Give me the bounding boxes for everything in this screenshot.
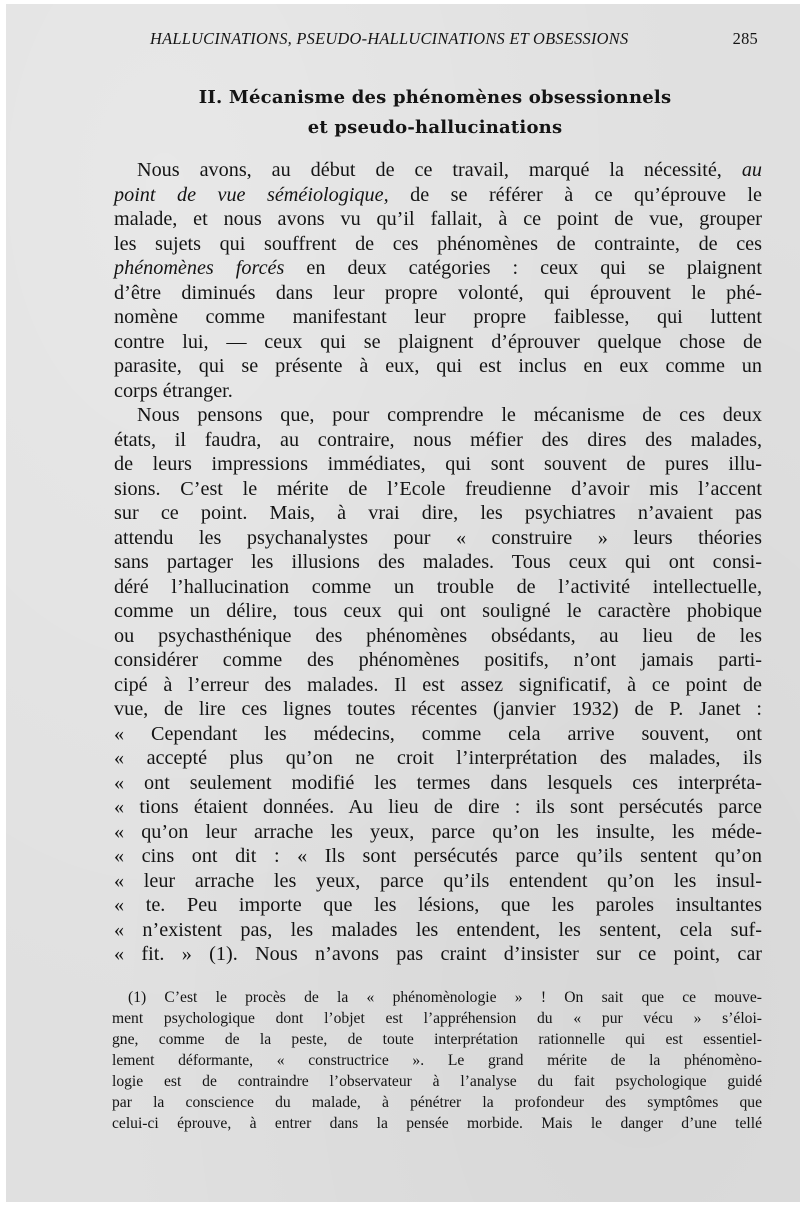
body-line — [114, 575, 762, 600]
text-segment: les sujets qui souffrent de ces phénomènes de contrainte, de ces — [114, 232, 762, 255]
text-segment: attendu les psychanalystes pour « construire » leurs théories — [114, 526, 762, 549]
section-heading-line-2: et pseudo-hallucinations — [307, 117, 563, 138]
body-line — [114, 452, 762, 477]
text-segment: Nous pensons que, pour comprendre le mécanisme de ces deux — [137, 404, 762, 426]
quoted-line — [114, 771, 762, 796]
quoted-line — [114, 893, 762, 918]
body-line — [114, 403, 762, 428]
text-segment: cipé à l’erreur des malades. Il est assez significatif, à ce point de — [114, 673, 762, 696]
quoted-line — [114, 869, 762, 894]
page-number: 285 — [732, 29, 758, 48]
text-segment: « fit. » (1). Nous n’avons pas craint d’insister sur ce point, car — [114, 943, 762, 965]
text-segment: déré l’hallucination comme un trouble de l’activité intellectuelle, — [114, 575, 762, 598]
italic-text: point de vue séméiologique, — [114, 183, 389, 206]
quoted-line — [114, 942, 762, 967]
body-line — [114, 526, 762, 551]
text-segment: « leur arrache les yeux, parce qu’ils entendent qu’on les insul- — [114, 869, 762, 892]
text-segment: en deux catégories : ceux qui se plaignent — [284, 257, 762, 279]
body-line — [114, 305, 762, 330]
body-line — [114, 477, 762, 502]
text-segment: « n’existent pas, les malades les entendent, les sentent, cela suf- — [114, 918, 762, 941]
quoted-line — [114, 844, 762, 869]
footnote-line: ment psychologique dont l’objet est l’appréhension du « pur vécu » s’éloi- — [112, 1010, 762, 1027]
text-segment: « accepté plus qu’on ne croit l’interprétation des malades, ils — [114, 747, 762, 769]
body-line — [114, 330, 762, 355]
footnote-line: (1) C’est le procès de la « phénomènologie » ! On sait que ce mouve- — [128, 989, 762, 1006]
text-segment: considérer comme des phénomènes positifs, n’ont jamais parti- — [114, 649, 762, 671]
quoted-line — [114, 746, 762, 771]
body-line — [114, 550, 762, 575]
text-segment: comme un délire, tous ceux qui ont souligné le caractère phobique — [114, 600, 762, 622]
text-segment: « ont seulement modifié les termes dans lesquels ces interpréta- — [114, 771, 762, 794]
text-segment: vue, de lire ces lignes toutes récentes (janvier 1932) de P. Janet : — [114, 698, 762, 720]
text-segment: sions. C’est le mérite de l’Ecole freudienne d’avoir mis l’accent — [114, 477, 762, 500]
running-head-title: HALLUCINATIONS, PSEUDO-HALLUCINATIONS ET OBSESSIONS — [150, 29, 629, 48]
footnote-line: par la conscience du malade, à pénétrer la profondeur des symptômes que — [112, 1094, 762, 1111]
body-line — [114, 624, 762, 649]
text-segment: contre lui, — ceux qui se plaignent d’éprouver quelque chose de — [114, 330, 762, 353]
body-line — [114, 501, 762, 526]
body-line — [114, 232, 762, 257]
text-segment: « tions étaient données. Au lieu de dire : ils sont persécutés parce — [114, 796, 762, 818]
text-segment: sur ce point. Mais, à vrai dire, les psychiatres n’avaient pas — [114, 502, 762, 524]
text-segment: de se référer à ce qu’éprouve le — [388, 183, 762, 206]
footnote-line: lement déformante, « constructrice ». Le grand mérite de la phénomèno- — [112, 1052, 762, 1069]
text-segment: nomène comme manifestant leur propre faiblesse, qui luttent — [114, 306, 762, 328]
text-segment: sans partager les illusions des malades. Tous ceux qui ont consi- — [114, 551, 762, 573]
text-segment: ou psychasthénique des phénomènes obsédants, au lieu de les — [114, 624, 762, 647]
body-line — [114, 183, 762, 208]
body-line — [114, 599, 762, 624]
text-segment: malade, et nous avons vu qu’il fallait, à ce point de vue, grouper — [114, 208, 762, 230]
body-line — [114, 256, 762, 281]
text-segment: « qu’on leur arrache les yeux, parce qu’on les insulte, les méde- — [114, 820, 762, 843]
footnote-line: logie est de contraindre l’observateur à l’analyse du fait psychologique guidé — [112, 1073, 762, 1090]
body-line — [114, 379, 762, 404]
italic-text: au — [741, 159, 762, 181]
italic-text: phénomènes forcés — [114, 257, 285, 279]
text-segment: « Cependant les médecins, comme cela arrive souvent, ont — [114, 722, 762, 745]
text-segment: Nous avons, au début de ce travail, marqué la nécessité, — [137, 159, 742, 181]
quoted-line — [114, 722, 762, 747]
quoted-line — [114, 820, 762, 845]
body-line — [114, 673, 762, 698]
section-heading-line-1: II. Mécanisme des phénomènes obsessionnels — [198, 87, 672, 108]
text-segment: états, il faudra, au contraire, nous méfier des dires des malades, — [114, 428, 762, 451]
body-text — [114, 158, 762, 967]
quoted-line — [114, 795, 762, 820]
text-segment: d’être diminués dans leur propre volonté, qui éprouvent le phé- — [114, 281, 762, 304]
text-segment: « te. Peu importe que les lésions, que les paroles insultantes — [114, 894, 762, 916]
body-line — [114, 697, 762, 722]
quoted-line — [114, 918, 762, 943]
body-line — [114, 428, 762, 453]
body-line — [114, 354, 762, 379]
running-head — [150, 29, 758, 51]
body-line — [114, 648, 762, 673]
footnote — [112, 987, 762, 1134]
footnote-line: celui-ci éprouve, à entrer dans la pensée morbide. Mais le danger d’une tellé — [112, 1115, 762, 1132]
text-segment: de leurs impressions immédiates, qui sont souvent de pures illu- — [114, 453, 762, 475]
text-segment: « cins ont dit : « Ils sont persécutés parce qu’ils sentent qu’on — [114, 845, 762, 867]
body-line — [114, 158, 762, 183]
body-line — [114, 281, 762, 306]
body-line — [114, 207, 762, 232]
footnote-line: gne, comme de la peste, de toute interprétation rationnelle qui est essentiel- — [112, 1031, 762, 1048]
text-segment: corps étranger. — [114, 379, 233, 402]
text-segment: parasite, qui se présente à eux, qui est inclus en eux comme un — [114, 355, 762, 377]
